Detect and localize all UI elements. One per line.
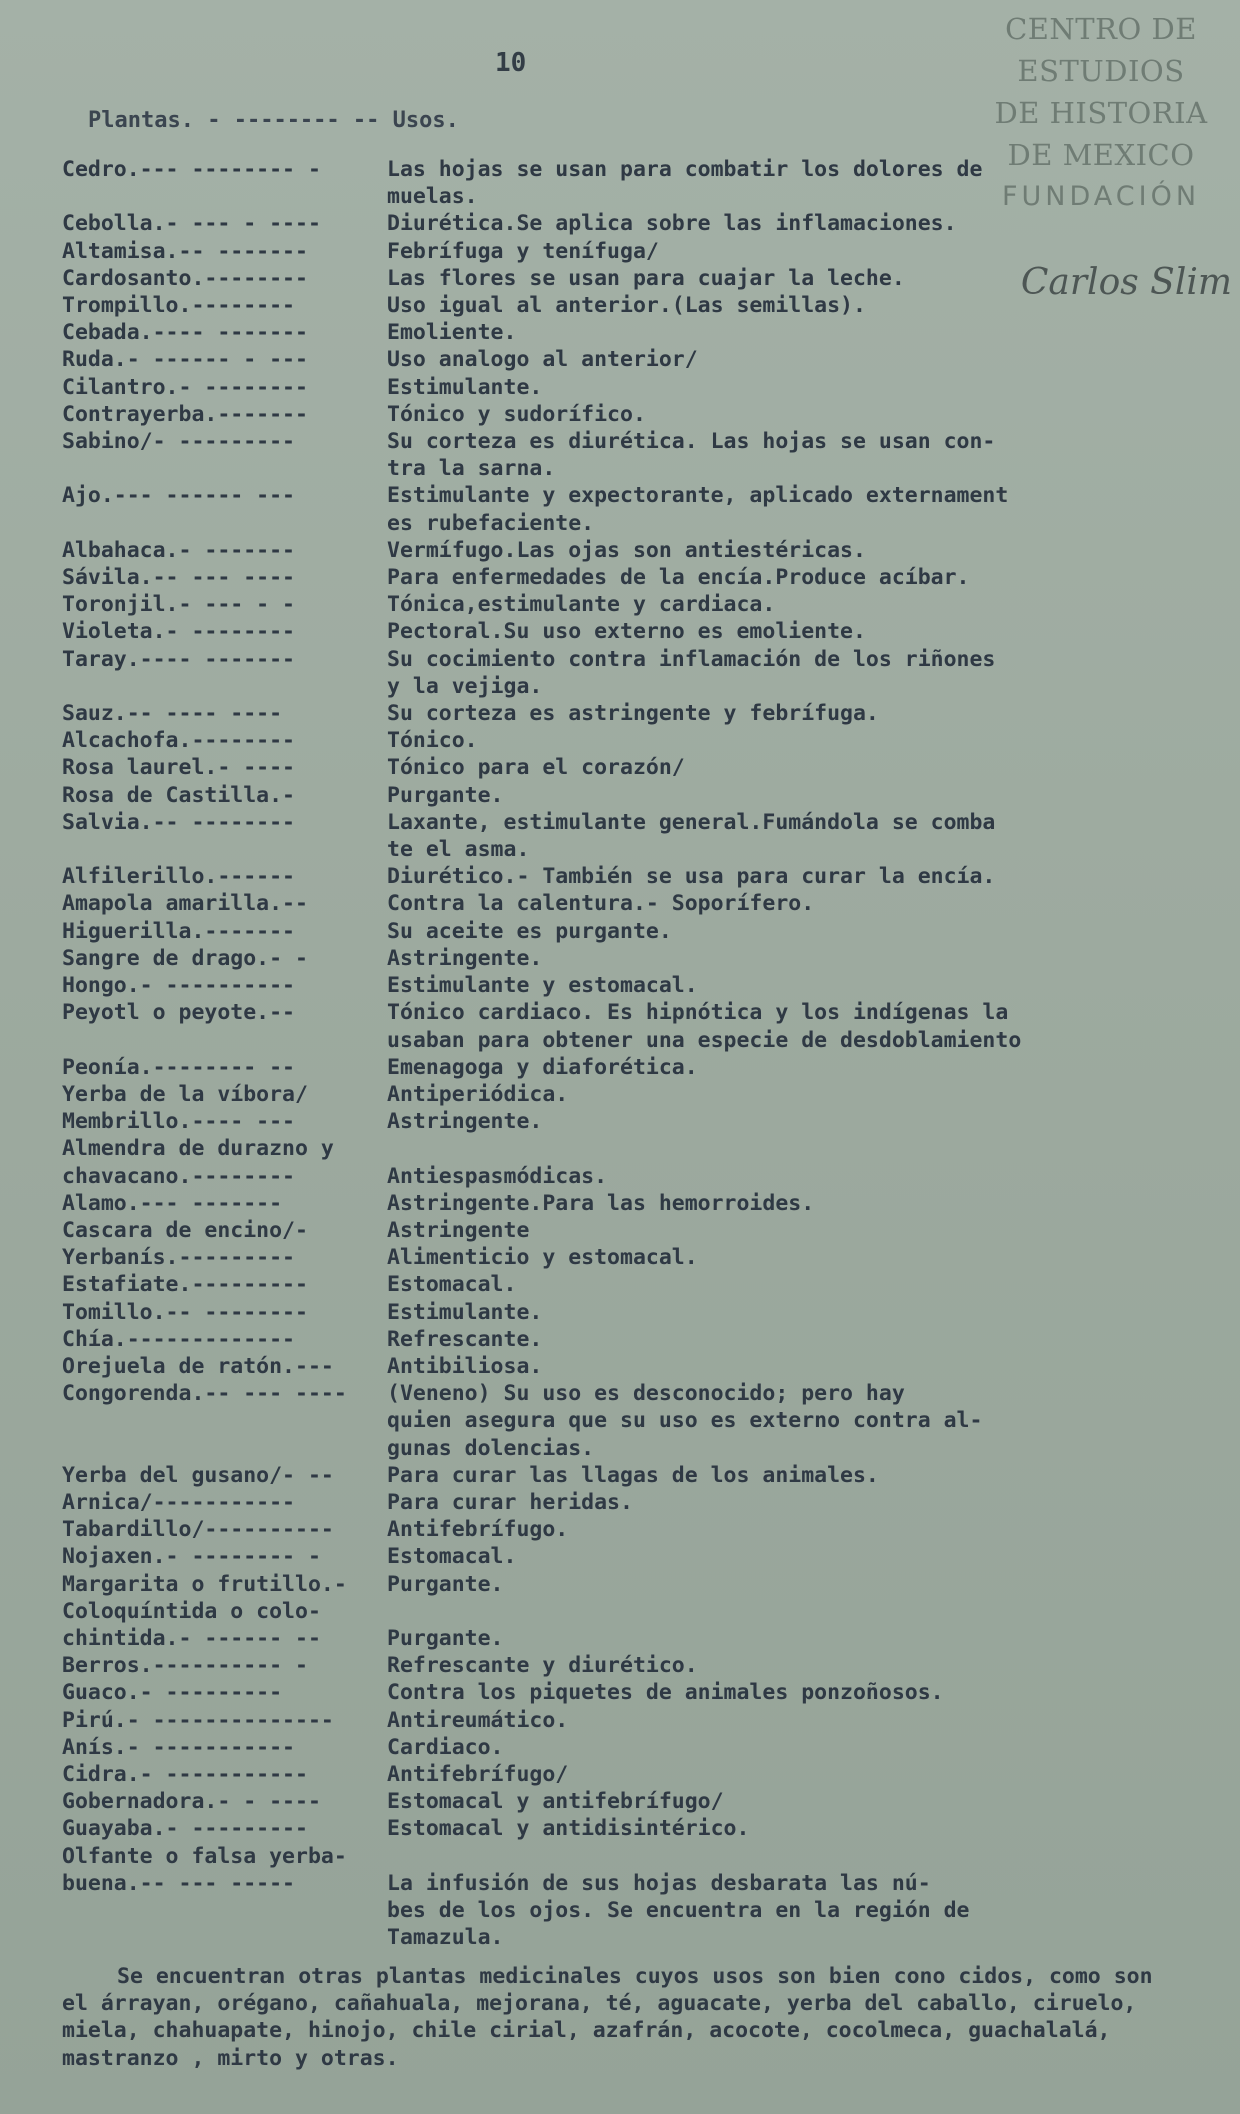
plant-name: Taray.---- ------- [62,646,295,672]
plant-use: Las flores se usan para cuajar la leche. [387,265,905,291]
list-item [62,591,1192,618]
plant-use: Alimenticio y estomacal. [387,1245,698,1271]
uses-column-label: Usos. [392,108,459,133]
plant-name: Coloquíntida o colo- chintida.- ------ -- [62,1598,321,1651]
list-item [62,1516,1192,1543]
list-item [62,1108,1192,1135]
plant-use: Estomacal y antidisintérico. [387,1816,750,1842]
plant-name: Congorenda.-- --- ---- [62,1381,347,1407]
list-item [62,1299,1192,1326]
list-item [62,1788,1192,1815]
plant-use: Antireumático. [387,1707,569,1733]
plant-name: Alamo.--- ------- [62,1190,283,1216]
plant-use: Cardiaco. [387,1734,504,1760]
plant-name: Peonía.-------- -- [62,1054,295,1080]
plant-use: Antiperiódica. [387,1081,569,1107]
plant-use-list [62,156,1192,1951]
plant-use: Diurética.Se aplica sobre las inflamaciones. [387,211,957,237]
plant-use: Su aceite es purgante. [387,918,672,944]
plant-name: Cardosanto.-------- [62,265,308,291]
plant-use: Estimulante y estomacal. [387,973,698,999]
plant-name: Pirú.- -------------- [62,1707,334,1733]
plant-name: Hongo.- ---------- [62,973,295,999]
plant-name: Alfilerillo.------ [62,864,295,890]
list-item [62,1679,1192,1706]
plant-use: Antiespasmódicas. [387,1163,608,1189]
plant-name: Yerba de la víbora/ [62,1081,308,1107]
plant-use: Astringente.Para las hemorroides. [387,1190,815,1216]
watermark-line: ESTUDIOS [1017,54,1185,88]
plant-name: Anís.- ----------- [62,1734,295,1760]
plant-use: Contra los piquetes de animales ponzoñosos. [387,1680,944,1706]
plant-name: Olfante o falsa yerba- buena.-- --- ----- [62,1843,347,1896]
plant-name: Ruda.- ------ - --- [62,347,308,373]
plant-name: Tabardillo/---------- [62,1517,334,1543]
plant-use: Estimulante y expectorante, aplicado externament es rubefaciente. [387,483,1009,536]
plant-use: Pectoral.Su uso externo es emoliente. [387,619,866,645]
plant-use: Estomacal. [387,1544,517,1570]
plant-name: Violeta.- -------- [62,619,295,645]
plant-name: Salvia.-- -------- [62,809,295,835]
plant-use: Purgante. [387,782,504,808]
list-item [62,319,1192,346]
list-item [62,346,1192,373]
plant-name: Estafiate.--------- [62,1272,308,1298]
list-item [62,1380,1192,1462]
watermark-line: CENTRO DE [1005,12,1197,46]
plant-use: Diurético.- También se usa para curar la encía. [387,864,996,890]
plant-name: Amapola amarilla.-- [62,891,308,917]
list-item [62,1598,1192,1652]
plant-name: Margarita o frutillo.- [62,1571,347,1597]
plant-name: Alcachofa.-------- [62,728,295,754]
list-item [62,1543,1192,1570]
list-item [62,618,1192,645]
plant-name: Sauz.-- ---- ---- [62,701,283,727]
plant-name: Cidra.- ----------- [62,1761,308,1787]
list-item [62,1190,1192,1217]
watermark-line: FUNDACIÓN [1001,181,1201,212]
plant-use: Tónica,estimulante y cardiaca. [387,592,776,618]
plant-use: La infusión de sus hojas desbarata las nú- bes de los ojos. Se encuentra en la región de Tamazula. [387,1870,970,1951]
plant-use: Refrescante y diurético. [387,1653,698,1679]
plant-name: Contrayerba.------- [62,401,308,427]
list-item [62,1217,1192,1244]
watermark-line: DE MEXICO [1007,138,1195,172]
list-item [62,1571,1192,1598]
plant-use: Febrífuga y tenífuga/ [387,238,659,264]
plant-use: Su corteza es astringente y febrífuga. [387,701,879,727]
plants-column-label: Plantas. [88,108,194,133]
plant-name: Higuerilla.------- [62,918,295,944]
plant-use: Para curar las llagas de los animales. [387,1462,879,1488]
plant-name: Sávila.-- --- ---- [62,565,295,591]
watermark-line: DE HISTORIA [994,96,1208,130]
plant-use: Purgante. [387,1571,504,1597]
list-item [62,945,1192,972]
plant-name: Tomillo.-- -------- [62,1299,308,1325]
plant-use: Refrescante. [387,1326,543,1352]
plant-use: Purgante. [387,1625,504,1651]
list-item [62,1707,1192,1734]
list-item [62,374,1192,401]
plant-name: Rosa de Castilla.- [62,782,295,808]
plant-name: Altamisa.-- ------- [62,238,308,264]
plant-use: Astringente. [387,1109,543,1135]
list-item [62,156,1192,210]
plant-use: Vermífugo.Las ojas son antiestéricas. [387,537,866,563]
plant-use: Antifebrífugo. [387,1517,569,1543]
list-item [62,238,1192,265]
plant-name: Ajo.--- ------ --- [62,483,295,509]
list-item [62,1271,1192,1298]
list-item [62,1326,1192,1353]
plant-name: Yerbanís.--------- [62,1245,295,1271]
closing-paragraph: Se encuentran otras plantas medicinales cuyos usos son bien cono cidos, como son el árrayan, orégano, cañahuala, mejorana, té, aguacate, yerba del caballo, ciruelo, miela, chahuapate, hinojo, chile cirial, azafrán, acocote, cocolmeca, guachalalá, mastranzo , mirto y otras. [62,1964,1153,2071]
list-item [62,1734,1192,1761]
plant-name: Berros.---------- - [62,1653,308,1679]
list-item [62,754,1192,781]
list-item [62,918,1192,945]
plant-name: Chía.------------- [62,1326,295,1352]
plant-use: Tónico. [387,728,478,754]
header-dashes: - -------- -- [207,108,380,133]
plant-use: Tónico cardiaco. Es hipnótica y los indígenas la usaban para obtener una especie de desdoblamiento [387,1000,1022,1053]
plant-name: Trompillo.-------- [62,293,295,319]
list-item [62,700,1192,727]
plant-name: Yerba del gusano/- -- [62,1462,334,1488]
plant-name: Cedro.--- -------- - [62,157,321,182]
plant-use: Laxante, estimulante general.Fumándola se comba te el asma. [387,809,996,863]
plant-use: Las hojas se usan para combatir los dolores de muelas. [387,157,983,210]
plant-use: Emoliente. [387,320,517,346]
plant-use: Estimulante. [387,1299,543,1325]
plant-use: Su corteza es diurética. Las hojas se usan con- tra la sarna. [387,429,996,482]
list-item [62,292,1192,319]
plant-use: Uso igual al anterior.(Las semillas). [387,293,866,319]
list-item [62,999,1192,1053]
plant-name: Sangre de drago.- - [62,945,308,971]
plant-use: Estomacal. [387,1272,517,1298]
plant-use: Para enfermedades de la encía.Produce acíbar. [387,565,970,591]
plant-name: Orejuela de ratón.--- [62,1353,334,1379]
list-item [62,265,1192,292]
list-item [62,1135,1192,1189]
list-item [62,863,1192,890]
plant-use: Para curar heridas. [387,1489,633,1515]
plant-use: Astringente. [387,945,543,971]
plant-use: Tónico y sudorífico. [387,401,646,427]
plant-name: Cebada.---- ------- [62,320,308,346]
plant-name: Sabino/- --------- [62,429,295,455]
plant-name: Arnica/----------- [62,1489,295,1515]
plant-use: Estomacal y antifebrífugo/ [387,1789,724,1815]
plant-name: Guayaba.- --------- [62,1816,308,1842]
list-item [62,210,1192,237]
list-item [62,1353,1192,1380]
plant-name: Toronjil.- --- - - [62,592,295,618]
plant-name: Peyotl o peyote.-- [62,1000,295,1026]
list-item [62,1054,1192,1081]
plant-use: Su cocimiento contra inflamación de los riñones y la vejiga. [387,646,996,699]
list-item [62,1489,1192,1516]
list-item [62,1761,1192,1788]
plant-name: Guaco.- --------- [62,1680,283,1706]
plant-use: (Veneno) Su uso es desconocido; pero hay quien asegura que su uso es externo contra al- gunas dolencias. [387,1381,983,1461]
plant-use: Antibiliosa. [387,1353,543,1379]
page-number: 10 [495,48,527,78]
list-item [62,1843,1192,1952]
plant-use: Tónico para el corazón/ [387,755,685,781]
list-item [62,1652,1192,1679]
plant-use: Uso analogo al anterior/ [387,347,698,373]
plant-name: Cebolla.- --- - ---- [62,211,321,237]
plant-name: Albahaca.- ------- [62,537,295,563]
plant-use: Estimulante. [387,374,543,400]
plant-use: Astringente [387,1217,530,1243]
list-item [62,1462,1192,1489]
list-item [62,1244,1192,1271]
plant-name: Almendra de durazno y chavacano.-------- [62,1136,334,1189]
plant-use: Antifebrífugo/ [387,1761,569,1787]
plant-name: Cascara de encino/- [62,1217,308,1243]
plant-use: Emenagoga y diaforética. [387,1054,698,1080]
plant-use: Contra la calentura.- Soporífero. [387,891,815,917]
list-item [62,564,1192,591]
list-item [62,727,1192,754]
list-item [62,890,1192,917]
list-item [62,972,1192,999]
list-item [62,646,1192,700]
list-item [62,809,1192,863]
plant-name: Rosa laurel.- ---- [62,755,295,781]
plant-name: Nojaxen.- -------- - [62,1544,321,1570]
table-header [88,108,459,133]
list-item [62,401,1192,428]
plant-name: Cilantro.- -------- [62,374,308,400]
list-item [62,482,1192,536]
list-item [62,1815,1192,1842]
list-item [62,782,1192,809]
plant-name: Membrillo.---- --- [62,1109,295,1135]
plant-name: Gobernadora.- - ---- [62,1789,321,1815]
handwritten-signature: Carlos Slim [1020,262,1232,303]
list-item [62,428,1192,482]
list-item [62,1081,1192,1108]
list-item [62,537,1192,564]
